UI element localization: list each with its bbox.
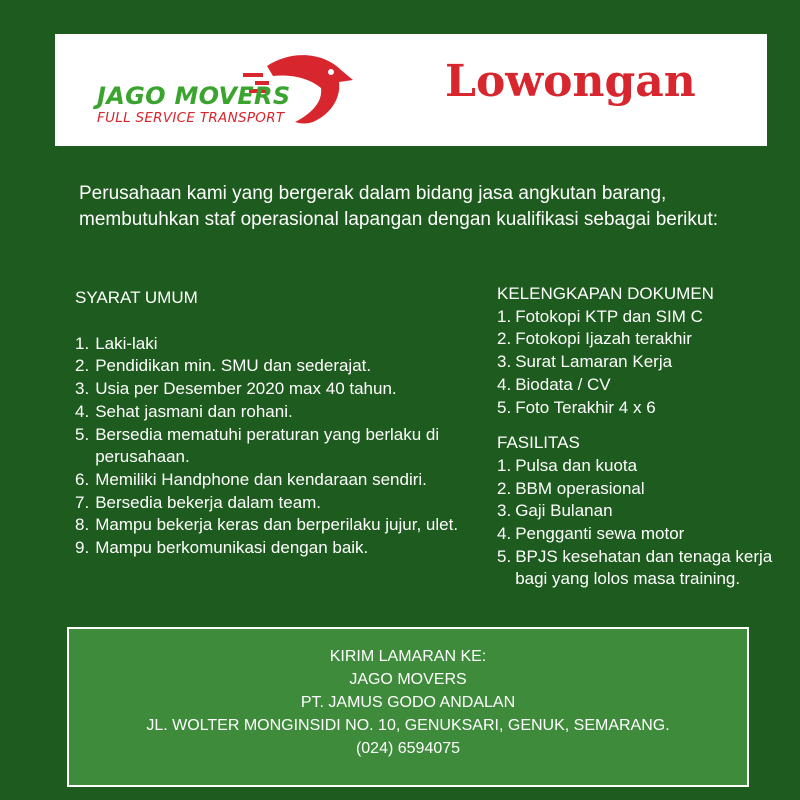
list-item-text: Pengganti sewa motor bbox=[515, 524, 685, 544]
list-item-number: 4. bbox=[497, 524, 512, 544]
fasilitas-list bbox=[497, 455, 787, 591]
list-item-text: BBM operasional bbox=[515, 478, 645, 498]
list-item bbox=[497, 478, 787, 501]
list-item-text: Mampu berkomunikasi dengan baik. bbox=[95, 538, 369, 558]
list-item-number: 6. bbox=[75, 469, 90, 489]
list-item-text: Usia per Desember 2020 max 40 tahun. bbox=[95, 379, 397, 399]
contact-legal-name: PT. JAMUS GODO ANDALAN bbox=[300, 694, 516, 711]
list-item-number: 1. bbox=[497, 306, 512, 326]
list-item-text: Laki-laki bbox=[95, 333, 158, 353]
list-item-number: 8. bbox=[75, 515, 90, 535]
list-item bbox=[75, 424, 475, 469]
syarat-title: SYARAT UMUM bbox=[75, 288, 198, 307]
brand-tagline: FULL SERVICE TRANSPORT bbox=[97, 110, 285, 126]
contact-heading: KIRIM LAMARAN KE: bbox=[329, 648, 487, 665]
list-item-text: Foto Terakhir 4 x 6 bbox=[515, 397, 656, 417]
list-item bbox=[497, 374, 787, 397]
page-title: Lowongan bbox=[445, 56, 696, 107]
list-item-text: Biodata / CV bbox=[515, 374, 611, 394]
list-item-text: BPJS kesehatan dan tenaga kerja bagi yang lolos masa training. bbox=[515, 546, 773, 589]
intro-paragraph: Perusahaan kami yang bergerak dalam bidang jasa angkutan barang, membutuhkan staf operasional lapangan dengan kualifikasi sebagai berikut: bbox=[79, 183, 719, 230]
list-item bbox=[497, 306, 787, 329]
list-item bbox=[75, 333, 475, 356]
contact-box bbox=[67, 627, 749, 787]
list-item-text: Bersedia mematuhi peraturan yang berlaku di perusahaan. bbox=[95, 424, 440, 467]
list-item bbox=[497, 500, 787, 523]
list-item-number: 5. bbox=[75, 424, 90, 444]
list-item-number: 2. bbox=[75, 356, 90, 376]
list-item bbox=[497, 455, 787, 478]
list-item-number: 9. bbox=[75, 538, 90, 558]
list-item bbox=[497, 523, 787, 546]
list-item-number: 5. bbox=[497, 546, 512, 566]
list-item-text: Gaji Bulanan bbox=[515, 501, 613, 521]
list-item bbox=[497, 397, 787, 420]
list-item-text: Memiliki Handphone dan kendaraan sendiri. bbox=[95, 469, 427, 489]
list-item-text: Fotokopi KTP dan SIM C bbox=[515, 306, 703, 326]
list-item-text: Fotokopi Ijazah terakhir bbox=[515, 329, 692, 349]
dokumen-list bbox=[497, 306, 787, 420]
syarat-list bbox=[75, 333, 475, 560]
list-item bbox=[75, 469, 475, 492]
header-banner bbox=[55, 34, 767, 146]
company-logo bbox=[95, 46, 365, 136]
list-item-number: 5. bbox=[497, 397, 512, 417]
contact-phone: (024) 6594075 bbox=[355, 740, 461, 757]
contact-company: JAGO MOVERS bbox=[349, 671, 467, 688]
list-item-number: 2. bbox=[497, 329, 512, 349]
list-item-number: 1. bbox=[497, 455, 512, 475]
list-item bbox=[75, 401, 475, 424]
list-item-number: 4. bbox=[75, 401, 90, 421]
list-item bbox=[497, 328, 787, 351]
dokumen-title: KELENGKAPAN DOKUMEN bbox=[497, 284, 714, 303]
contact-address: JL. WOLTER MONGINSIDI NO. 10, GENUKSARI, GENUK, SEMARANG. bbox=[146, 717, 670, 734]
list-item-text: Surat Lamaran Kerja bbox=[515, 352, 673, 372]
list-item bbox=[75, 355, 475, 378]
list-item bbox=[75, 514, 475, 537]
right-column bbox=[497, 283, 787, 591]
list-item bbox=[75, 378, 475, 401]
list-item-text: Bersedia bekerja dalam team. bbox=[95, 492, 322, 512]
list-item bbox=[497, 546, 787, 591]
list-item-text: Mampu bekerja keras dan berperilaku jujur, ulet. bbox=[95, 515, 459, 535]
brand-name: JAGO MOVERS bbox=[97, 82, 291, 110]
list-item-number: 3. bbox=[497, 501, 512, 521]
list-item-number: 3. bbox=[75, 379, 90, 399]
list-item-text: Sehat jasmani dan rohani. bbox=[95, 401, 293, 421]
syarat-section bbox=[75, 287, 475, 560]
list-item bbox=[497, 351, 787, 374]
list-item-number: 4. bbox=[497, 374, 512, 394]
list-item-text: Pendidikan min. SMU dan sederajat. bbox=[95, 356, 372, 376]
fasilitas-title: FASILITAS bbox=[497, 433, 580, 453]
list-item bbox=[75, 492, 475, 515]
list-item-text: Pulsa dan kuota bbox=[515, 455, 638, 475]
list-item-number: 7. bbox=[75, 492, 90, 512]
list-item-number: 3. bbox=[497, 352, 512, 372]
list-item bbox=[75, 537, 475, 560]
list-item-number: 1. bbox=[75, 333, 90, 353]
list-item-number: 2. bbox=[497, 478, 512, 498]
